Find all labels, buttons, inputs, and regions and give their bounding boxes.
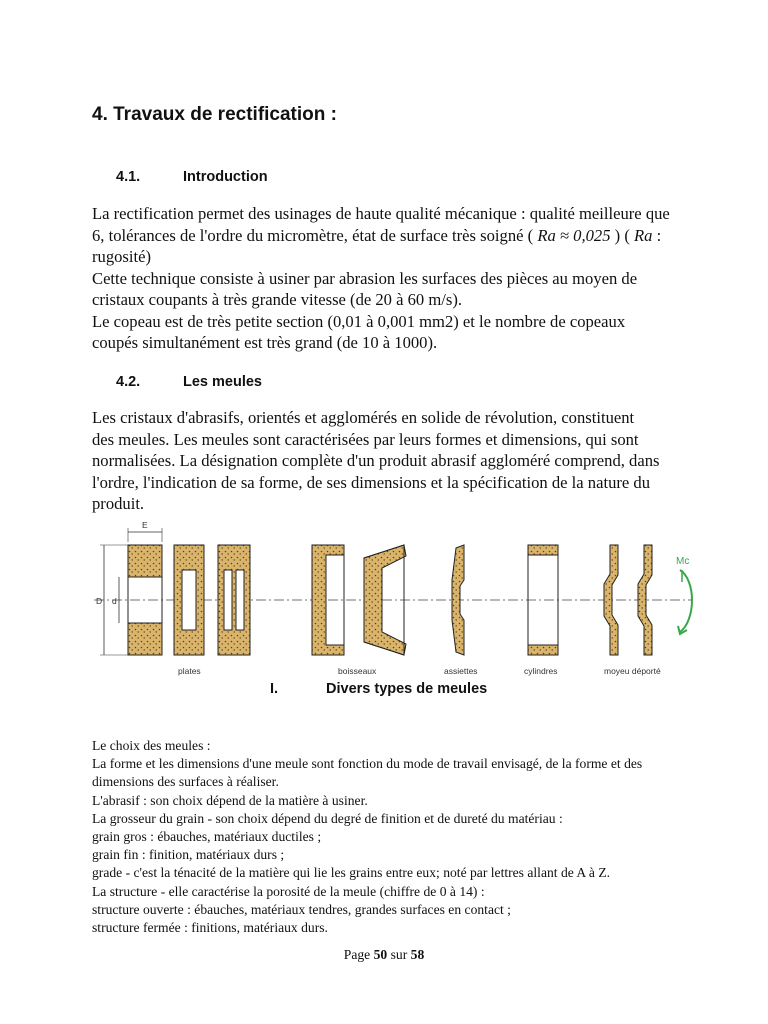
text-fragment: 6, tolérances de l'ordre du micromètre, état de surface très soigné ( — [92, 225, 534, 245]
text-line: grain fin : finition, matériaux durs ; — [92, 847, 285, 863]
wheel-depressed-center — [604, 545, 652, 655]
section-title: Introduction — [183, 169, 268, 185]
page-footer — [0, 947, 768, 963]
footer-prefix: Page — [343, 947, 371, 962]
introduction-paragraph — [92, 203, 732, 354]
text-line: structure fermée : finitions, matériaux durs. — [92, 920, 328, 936]
text-line: Le copeau est de très petite section (0,01 à 0,001 mm2) et le nombre de copeaux — [92, 311, 626, 331]
text-line — [92, 225, 732, 247]
label-assiettes: assiettes — [444, 666, 478, 676]
current-page-number: 50 — [373, 947, 388, 962]
caption-number: I. — [270, 681, 279, 697]
text-line: rugosité) — [92, 247, 151, 266]
dimension-d-label: d — [112, 596, 117, 606]
text-fragment: : — [656, 225, 662, 245]
text-line: grain gros : ébauches, matériaux ductiles ; — [92, 829, 322, 845]
wheel-plate-3 — [218, 545, 250, 655]
moment-label: Mc — [676, 556, 690, 567]
total-pages: 58 — [410, 947, 425, 962]
dimension-D-label: D — [96, 596, 103, 606]
grinding-wheels-figure — [92, 520, 712, 685]
text-line: L'abrasif : son choix dépend de la matière à usiner. — [92, 792, 368, 808]
section-title: Les meules — [183, 374, 262, 390]
meules-paragraph — [92, 407, 732, 515]
choix-des-meules-text — [92, 737, 732, 937]
text-line: Le choix des meules : — [92, 738, 211, 753]
caption-text: Divers types de meules — [326, 681, 488, 697]
label-cylindres: cylindres — [524, 666, 558, 676]
section-heading-meules — [116, 374, 262, 390]
text-line: produit. — [92, 494, 145, 513]
section-number: 4.2. — [116, 374, 141, 390]
text-line: cristaux coupants à très grande vitesse (de 20 à 60 m/s). — [92, 290, 463, 309]
math-formula: Ra — [634, 225, 653, 245]
text-line: structure ouverte : ébauches, matériaux tendres, grandes surfaces en contact ; — [92, 901, 511, 917]
text-line: coupés simultanément est très grand (de 10 à 1000). — [92, 333, 438, 352]
text-line: Les cristaux d'abrasifs, orientés et agglomérés en solide de révolution, constituent — [92, 408, 635, 427]
text-line: Cette technique consiste à usiner par abrasion les surfaces des pièces au moyen de — [92, 268, 638, 288]
label-plates: plates — [178, 666, 201, 676]
section-heading-introduction — [116, 169, 268, 185]
dimension-E-label: E — [142, 520, 148, 530]
text-line: l'ordre, l'indication de sa forme, de ses dimensions et la spécification de la nature du — [92, 472, 651, 492]
text-line: des meules. Les meules sont caractérisées par leurs formes et dimensions, qui sont — [92, 429, 639, 449]
label-moyeu-deporte: moyeu déporté — [604, 666, 661, 676]
text-line: La grosseur du grain - son choix dépend du degré de finition et de dureté du matériau : — [92, 810, 563, 826]
text-line: La structure - elle caractérise la porosité de la meule (chiffre de 0 à 14) : — [92, 883, 485, 899]
text-line: dimensions des surfaces à réaliser. — [92, 774, 279, 790]
rotation-arrow-icon — [676, 556, 692, 634]
footer-separator: sur — [390, 947, 408, 962]
text-line: La forme et les dimensions d'une meule sont fonction du mode de travail envisagé, de la forme et des — [92, 756, 643, 772]
section-number: 4.1. — [116, 169, 141, 185]
label-boisseaux: boisseaux — [338, 666, 377, 676]
text-fragment: ) ( — [614, 225, 630, 245]
text-line: grade - c'est la ténacité de la matière qui lie les grains entre eux; noté par lettres allant de A à Z. — [92, 865, 611, 881]
text-line: normalisées. La désignation complète d'un produit abrasif aggloméré comprend, dans — [92, 451, 660, 470]
text-line: La rectification permet des usinages de haute qualité mécanique : qualité meilleure que — [92, 204, 670, 223]
page-title: 4. Travaux de rectification : — [92, 104, 337, 125]
figure-caption — [270, 681, 487, 697]
math-formula: Ra ≈ 0,025 — [537, 225, 611, 245]
wheel-plate-2 — [174, 545, 204, 655]
